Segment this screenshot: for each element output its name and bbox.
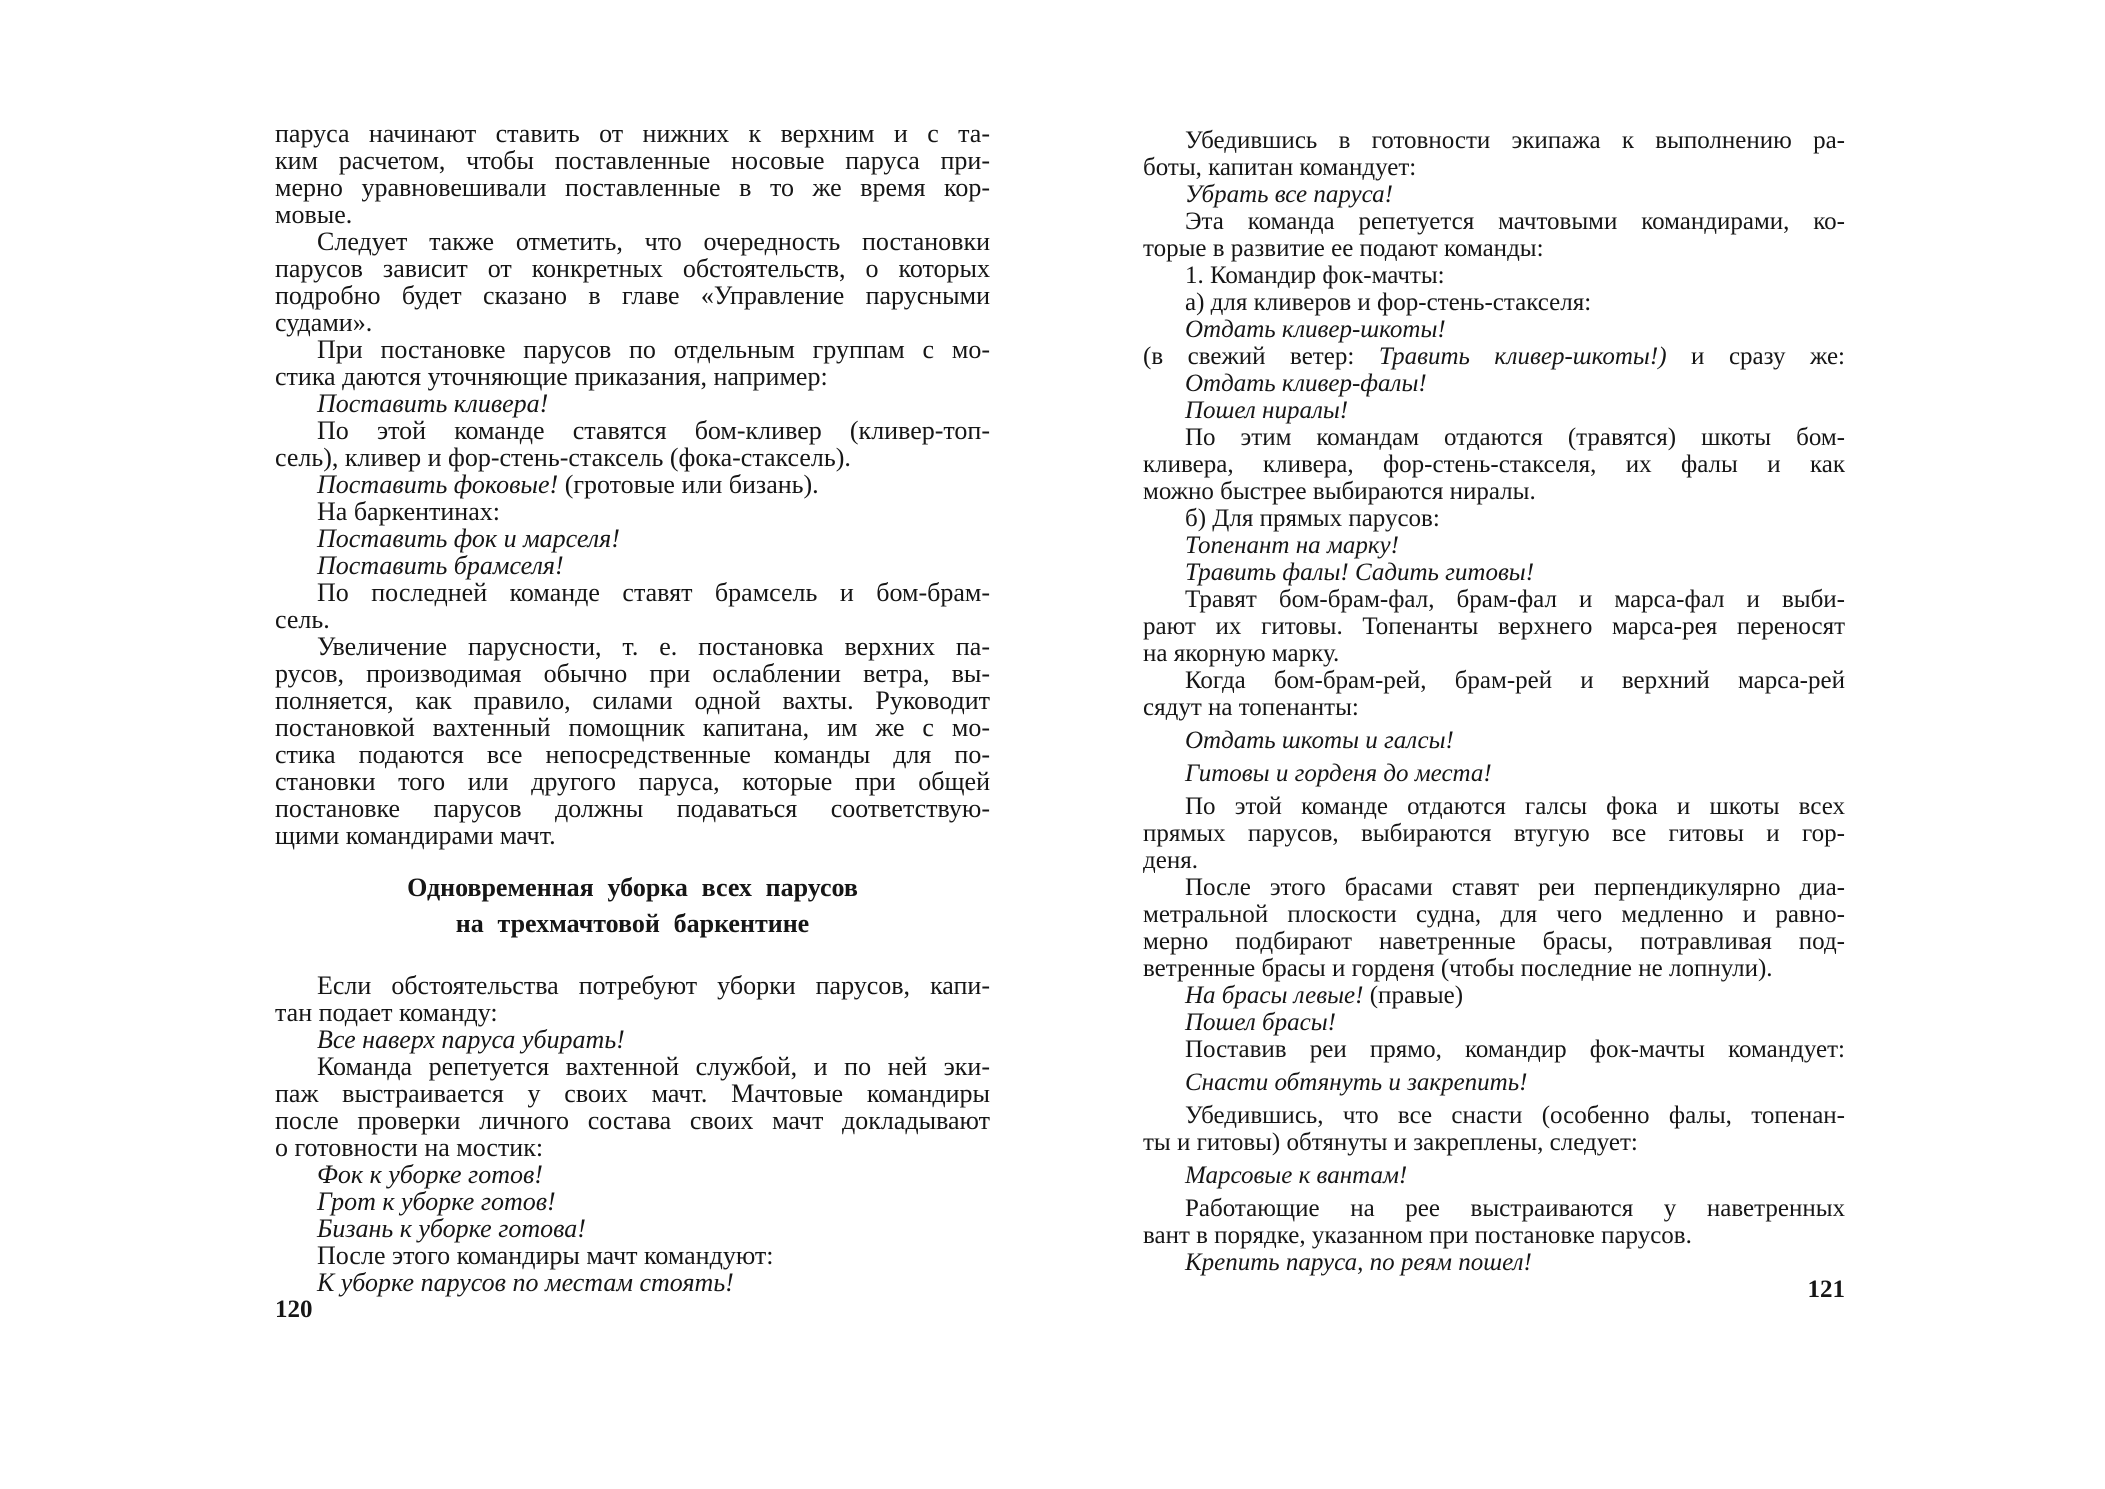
text-line [275, 822, 990, 849]
body-paragraph [1143, 289, 1845, 316]
command-paragraph [275, 1269, 990, 1296]
body-text: После этого командиры мачт командуют: [317, 1241, 774, 1270]
body-text: По этим командам отдаются (травятся) шкоты бом- [1185, 424, 1845, 451]
command-text: Все наверх паруса убирать! [317, 1025, 625, 1054]
text-line [275, 282, 990, 309]
text-line [1143, 928, 1845, 955]
command-text: Бизань к уборке готова! [317, 1214, 586, 1243]
command-paragraph [275, 1161, 990, 1188]
command-text: Отдать шкоты и галсы! [1185, 727, 1454, 754]
text-line [1143, 793, 1845, 820]
command-text: Отдать кливер-фалы! [1185, 370, 1427, 397]
text-line [1143, 760, 1845, 787]
text-line [275, 795, 990, 822]
section-heading [275, 870, 990, 942]
body-paragraph [1143, 424, 1845, 505]
text-line [1143, 235, 1845, 262]
text-line [275, 999, 990, 1026]
text-line [275, 870, 990, 906]
command-paragraph [1143, 559, 1845, 586]
text-line [1143, 181, 1845, 208]
text-line [1143, 667, 1845, 694]
command-text: Топенант на марку! [1185, 532, 1399, 559]
command-text: На брасы левые! [1185, 982, 1370, 1009]
text-line [1143, 1222, 1845, 1249]
text-line [1143, 559, 1845, 586]
text-line [1143, 874, 1845, 901]
command-paragraph [1143, 370, 1845, 397]
text-line [1143, 955, 1845, 982]
body-text: Если обстоятельства потребуют уборки парусов, капи- [317, 971, 990, 1000]
text-line [275, 633, 990, 660]
body-text: ветренные брасы и горденя (чтобы последние не лопнули). [1143, 955, 1773, 982]
text-line [1143, 1129, 1845, 1156]
body-text: По этой команде отдаются галсы фока и шкоты всех [1185, 793, 1845, 820]
text-line [275, 660, 990, 687]
body-paragraph [275, 228, 990, 336]
text-line [275, 363, 990, 390]
text-line [275, 174, 990, 201]
body-text: сядут на топенанты: [1143, 694, 1359, 721]
text-line [1143, 505, 1845, 532]
body-paragraph [1143, 1102, 1845, 1156]
command-paragraph [275, 390, 990, 417]
body-paragraph [275, 1053, 990, 1161]
body-text: После этого брасами ставят реи перпендикулярно диа- [1185, 874, 1845, 901]
body-text: Когда бом-брам-рей, брам-рей и верхний марса-рей [1185, 667, 1845, 694]
text-line [275, 768, 990, 795]
body-text: парусов зависит от конкретных обстоятельств, о которых [275, 254, 990, 283]
command-text: Фок к уборке готов! [317, 1160, 543, 1189]
command-text: Марсовые к вантам! [1185, 1162, 1408, 1189]
text-line [275, 1188, 990, 1215]
page-120 [275, 120, 990, 1323]
command-text: Крепить паруса, по реям пошел! [1185, 1249, 1532, 1276]
command-paragraph [275, 1188, 990, 1215]
body-paragraph [275, 1242, 990, 1269]
body-text: паруса начинают ставить от нижних к верхним и с та- [275, 119, 990, 148]
text-line [1143, 613, 1845, 640]
command-text: Гитовы и горденя до места! [1185, 760, 1492, 787]
body-paragraph [1143, 127, 1845, 181]
command-text: Травить кливер-шкоты!) [1378, 343, 1667, 370]
text-line [275, 1026, 990, 1053]
text-line [275, 120, 990, 147]
body-text: мерно подбирают наветренные брасы, потравливая под- [1143, 928, 1845, 955]
body-paragraph [275, 633, 990, 849]
text-line [1143, 316, 1845, 343]
command-paragraph [1143, 397, 1845, 424]
body-text: сель. [275, 605, 330, 634]
body-paragraph [1143, 505, 1845, 532]
text-line [275, 498, 990, 525]
page-120-text [275, 120, 990, 1296]
command-text: Поставить фок и марселя! [317, 524, 620, 553]
body-text: полняется, как правило, силами одной вахты. Руководит [275, 686, 990, 715]
body-text: вант в порядке, указанном при постановке парусов. [1143, 1222, 1692, 1249]
body-text: Убедившись в готовности экипажа к выполнению ра- [1185, 127, 1845, 154]
command-text: Поставить фоковые! [317, 470, 565, 499]
text-line [1143, 1249, 1845, 1276]
body-paragraph [275, 579, 990, 633]
text-line [1143, 586, 1845, 613]
text-line [1143, 451, 1845, 478]
body-text: Эта команда репетуется мачтовыми командирами, ко- [1185, 208, 1845, 235]
page-number-left: 120 [275, 1296, 313, 1323]
text-line [275, 1215, 990, 1242]
command-paragraph [1143, 1009, 1845, 1036]
body-text: подробно будет сказано в главе «Управление парусными [275, 281, 990, 310]
text-line [275, 525, 990, 552]
text-line [275, 1053, 990, 1080]
command-paragraph [1143, 181, 1845, 208]
text-line [1143, 1036, 1845, 1063]
body-text: стика даются уточняющие приказания, например: [275, 362, 828, 391]
text-line [1143, 982, 1845, 1009]
body-text: Увеличение парусности, т. е. постановка верхних па- [317, 632, 990, 661]
body-text: Работающие на рее выстраиваются у наветренных [1185, 1195, 1845, 1222]
body-text: можно быстрее выбираются ниралы. [1143, 478, 1536, 505]
body-text: Следует также отметить, что очередность постановки [317, 227, 990, 256]
body-text: 1. Командир фок-мачты: [1185, 262, 1445, 289]
text-line [1143, 289, 1845, 316]
body-text: рают их гитовы. Топенанты верхнего марса-рея переносят [1143, 613, 1845, 640]
body-text: русов, производимая обычно при ослаблении ветра, вы- [275, 659, 990, 688]
command-paragraph [1143, 982, 1845, 1009]
body-text: По этой команде ставятся бом-кливер (кливер-топ- [317, 416, 990, 445]
text-line [275, 336, 990, 363]
body-text: на якорную марку. [1143, 640, 1340, 667]
body-text: постановкой вахтенный помощник капитана, им же с мо- [275, 713, 990, 742]
body-text: и сразу же: [1666, 343, 1846, 370]
command-text: К уборке парусов по местам стоять! [317, 1268, 734, 1297]
text-line [1143, 127, 1845, 154]
text-line [1143, 820, 1845, 847]
body-text: метральной плоскости судна, для чего медленно и равно- [1143, 901, 1845, 928]
text-line [275, 579, 990, 606]
text-line [1143, 397, 1845, 424]
body-text: паж выстраивается у своих мачт. Мачтовые командиры [275, 1079, 990, 1108]
body-paragraph [275, 972, 990, 1026]
text-line [275, 228, 990, 255]
text-line [1143, 1162, 1845, 1189]
text-line [1143, 343, 1845, 370]
body-text: щими командирами мачт. [275, 821, 556, 850]
command-paragraph [1143, 727, 1845, 754]
text-line [275, 444, 990, 471]
text-line [275, 147, 990, 174]
text-line [275, 1242, 990, 1269]
body-paragraph [1143, 874, 1845, 982]
body-text: после проверки личного состава своих мачт докладывают [275, 1106, 990, 1135]
text-line [1143, 1195, 1845, 1222]
body-paragraph [1143, 208, 1845, 262]
text-line [1143, 901, 1845, 928]
body-text: По последней команде ставят брамсель и бом-брам- [317, 578, 990, 607]
text-line [275, 552, 990, 579]
command-text: Поставить кливера! [317, 389, 549, 418]
body-paragraph [1143, 793, 1845, 874]
body-paragraph [275, 120, 990, 228]
command-paragraph [1143, 1069, 1845, 1096]
body-paragraph [275, 417, 990, 471]
text-line [1143, 370, 1845, 397]
text-line [1143, 727, 1845, 754]
body-text: мовые. [275, 200, 353, 229]
page-number-right: 121 [1807, 1276, 1845, 1303]
command-paragraph [1143, 760, 1845, 787]
body-text: Команда репетуется вахтенной службой, и по ней эки- [317, 1052, 990, 1081]
body-text: ты и гитовы) обтянуты и закреплены, следует: [1143, 1129, 1638, 1156]
command-paragraph [275, 552, 990, 579]
text-line [275, 201, 990, 228]
body-text: Травят бом-брам-фал, брам-фал и марса-фал и выби- [1185, 586, 1845, 613]
body-paragraph [1143, 667, 1845, 721]
text-line [275, 1107, 990, 1134]
text-line [1143, 208, 1845, 235]
body-text: постановке парусов должны подаваться соответствую- [275, 794, 990, 823]
command-paragraph [1143, 532, 1845, 559]
text-line [275, 417, 990, 444]
body-text: а) для кливеров и фор-стень-стакселя: [1185, 289, 1592, 316]
body-text: становки того или другого паруса, которые при общей [275, 767, 990, 796]
text-line [275, 1269, 990, 1296]
text-line [275, 1080, 990, 1107]
body-text: На баркентинах: [317, 497, 500, 526]
text-line [275, 606, 990, 633]
text-line [1143, 262, 1845, 289]
command-paragraph [275, 1026, 990, 1053]
command-paragraph [275, 1215, 990, 1242]
body-paragraph [1143, 1195, 1845, 1249]
body-text: б) Для прямых парусов: [1185, 505, 1440, 532]
body-text: Поставив реи прямо, командир фок-мачты командует: [1185, 1036, 1845, 1063]
body-text: деня. [1143, 847, 1198, 874]
body-text: стика подаются все непосредственные команды для по- [275, 740, 990, 769]
text-line [1143, 478, 1845, 505]
body-text: на трехмачтовой баркентине [455, 909, 810, 938]
text-line [1143, 1009, 1845, 1036]
command-paragraph [275, 525, 990, 552]
text-line [275, 972, 990, 999]
page-121-text [1143, 127, 1845, 1276]
body-text: При постановке парусов по отдельным группам с мо- [317, 335, 990, 364]
body-text: (правые) [1369, 982, 1464, 1009]
text-line [275, 741, 990, 768]
body-paragraph [1143, 262, 1845, 289]
text-line [275, 471, 990, 498]
body-text: судами». [275, 308, 373, 337]
command-text: Травить фалы! Садить гитовы! [1185, 559, 1535, 586]
command-text: Отдать кливер-шкоты! [1185, 316, 1446, 343]
command-text: Убрать все паруса! [1185, 181, 1393, 208]
body-text: ким расчетом, чтобы поставленные носовые паруса при- [275, 146, 990, 175]
text-line [275, 255, 990, 282]
command-text: Грот к уборке готов! [317, 1187, 556, 1216]
text-line [275, 390, 990, 417]
command-paragraph [1143, 1162, 1845, 1189]
text-line [275, 1134, 990, 1161]
text-line [275, 906, 990, 942]
body-paragraph [275, 336, 990, 390]
body-text: Убедившись, что все снасти (особенно фалы, топенан- [1185, 1102, 1845, 1129]
body-paragraph [1143, 586, 1845, 667]
text-line [1143, 847, 1845, 874]
command-text: Пошел брасы! [1185, 1009, 1336, 1036]
text-line [275, 714, 990, 741]
text-line [1143, 1102, 1845, 1129]
text-line [275, 309, 990, 336]
body-text: прямых парусов, выбираются втугую все гитовы и гор- [1143, 820, 1845, 847]
text-line [1143, 532, 1845, 559]
body-text: торые в развитие ее подают команды: [1143, 235, 1544, 262]
body-text: боты, капитан командует: [1143, 154, 1417, 181]
page-121 [1143, 127, 1845, 1303]
body-paragraph [1143, 1036, 1845, 1063]
body-text: кливера, кливера, фор-стень-стакселя, их фалы и как [1143, 451, 1845, 478]
command-paragraph [1143, 316, 1845, 343]
body-text: о готовности на мостик: [275, 1133, 544, 1162]
text-line [275, 687, 990, 714]
text-line [1143, 424, 1845, 451]
text-line [275, 1161, 990, 1188]
body-text: тан подает команду: [275, 998, 498, 1027]
command-paragraph [1143, 343, 1845, 370]
body-text: (гротовые или бизань). [564, 470, 819, 499]
command-text: Снасти обтянуть и закрепить! [1185, 1069, 1528, 1096]
body-text: сель), кливер и фор-стень-стаксель (фока-стаксель). [275, 443, 851, 472]
command-paragraph [1143, 1249, 1845, 1276]
body-paragraph [275, 498, 990, 525]
text-line [1143, 694, 1845, 721]
text-line [1143, 154, 1845, 181]
command-text: Поставить брамселя! [317, 551, 564, 580]
body-text: (в свежий ветер: [1143, 343, 1379, 370]
command-paragraph [275, 471, 990, 498]
text-line [1143, 640, 1845, 667]
body-text: мерно уравновешивали поставленные в то же время кор- [275, 173, 990, 202]
body-text: Одновременная уборка всех парусов [407, 873, 858, 902]
command-text: Пошел ниралы! [1185, 397, 1349, 424]
text-line [1143, 1069, 1845, 1096]
